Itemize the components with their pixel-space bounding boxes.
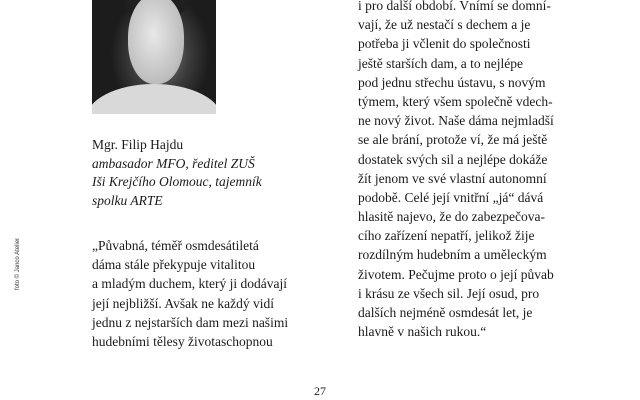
caption-name: Mgr. Filip Hajdu bbox=[92, 137, 184, 152]
text-line: cího zařízení nepatří, jelikož žije bbox=[358, 228, 535, 244]
right-column-text bbox=[358, 0, 554, 341]
text-line: a mladým duchem, který ji dodávají bbox=[92, 276, 287, 292]
portrait-photo bbox=[92, 0, 216, 114]
text-line: rozdílným hudebním a uměleckým bbox=[358, 247, 547, 263]
text-line: ne nový život. Naše dáma nejmladší bbox=[358, 113, 554, 129]
text-line: žít jenom ve své vlastní autonomní bbox=[358, 170, 547, 186]
caption-role-line-1: ambasador MFO, ředitel ZUŠ bbox=[92, 155, 255, 171]
text-line: vají, že už nestačí s dechem a je bbox=[358, 17, 531, 33]
text-line: jednu z nejstarších dam mezi našimi bbox=[92, 314, 289, 330]
photo-credit: foto © Janco Atelier bbox=[15, 237, 21, 290]
text-line: její nejbližší. Avšak ne každý vidí bbox=[92, 295, 274, 311]
text-line: potřeba ji včlenit do společnosti bbox=[358, 36, 531, 52]
text-line: i pro další období. Vnímí se domní- bbox=[358, 0, 551, 13]
text-line: i krásu ze všech sil. Její osud, pro bbox=[358, 285, 540, 301]
text-line: dalších nejméně osmdesát let, je bbox=[358, 305, 533, 320]
page-number: 27 bbox=[314, 384, 326, 398]
text-line: hudebními tělesy životaschopnou bbox=[92, 333, 273, 349]
text-line: ještě starších dam, a to nejlépe bbox=[358, 55, 523, 71]
text-line: podobě. Celé její vnitřní „já“ dává bbox=[358, 189, 544, 205]
text-line: dáma stále překypuje vitalitou bbox=[92, 257, 256, 273]
caption-role-line-3: spolku ARTE bbox=[92, 192, 163, 208]
text-line: hlavně v našich rukou.“ bbox=[358, 324, 487, 340]
caption-role-line-2: Iši Krejčího Olomouc, tajemník bbox=[92, 174, 262, 189]
text-line: hlasitě najevo, že do zabezpečova- bbox=[358, 209, 546, 225]
left-column-text bbox=[92, 236, 288, 351]
text-line: týmem, který všem společně vdech- bbox=[358, 93, 553, 109]
photo-caption bbox=[92, 136, 342, 210]
text-line: životem. Pečujme proto o její půvab bbox=[358, 266, 554, 282]
text-line: se ale brání, protože ví, že má ještě bbox=[358, 132, 548, 148]
text-line: dostatek svých sil a nejlépe dokáže bbox=[358, 151, 548, 167]
text-line: pod jednu střechu ústavu, s novým bbox=[358, 74, 546, 90]
text-line: „Půvabná, téměř osmdesátiletá bbox=[92, 238, 259, 253]
